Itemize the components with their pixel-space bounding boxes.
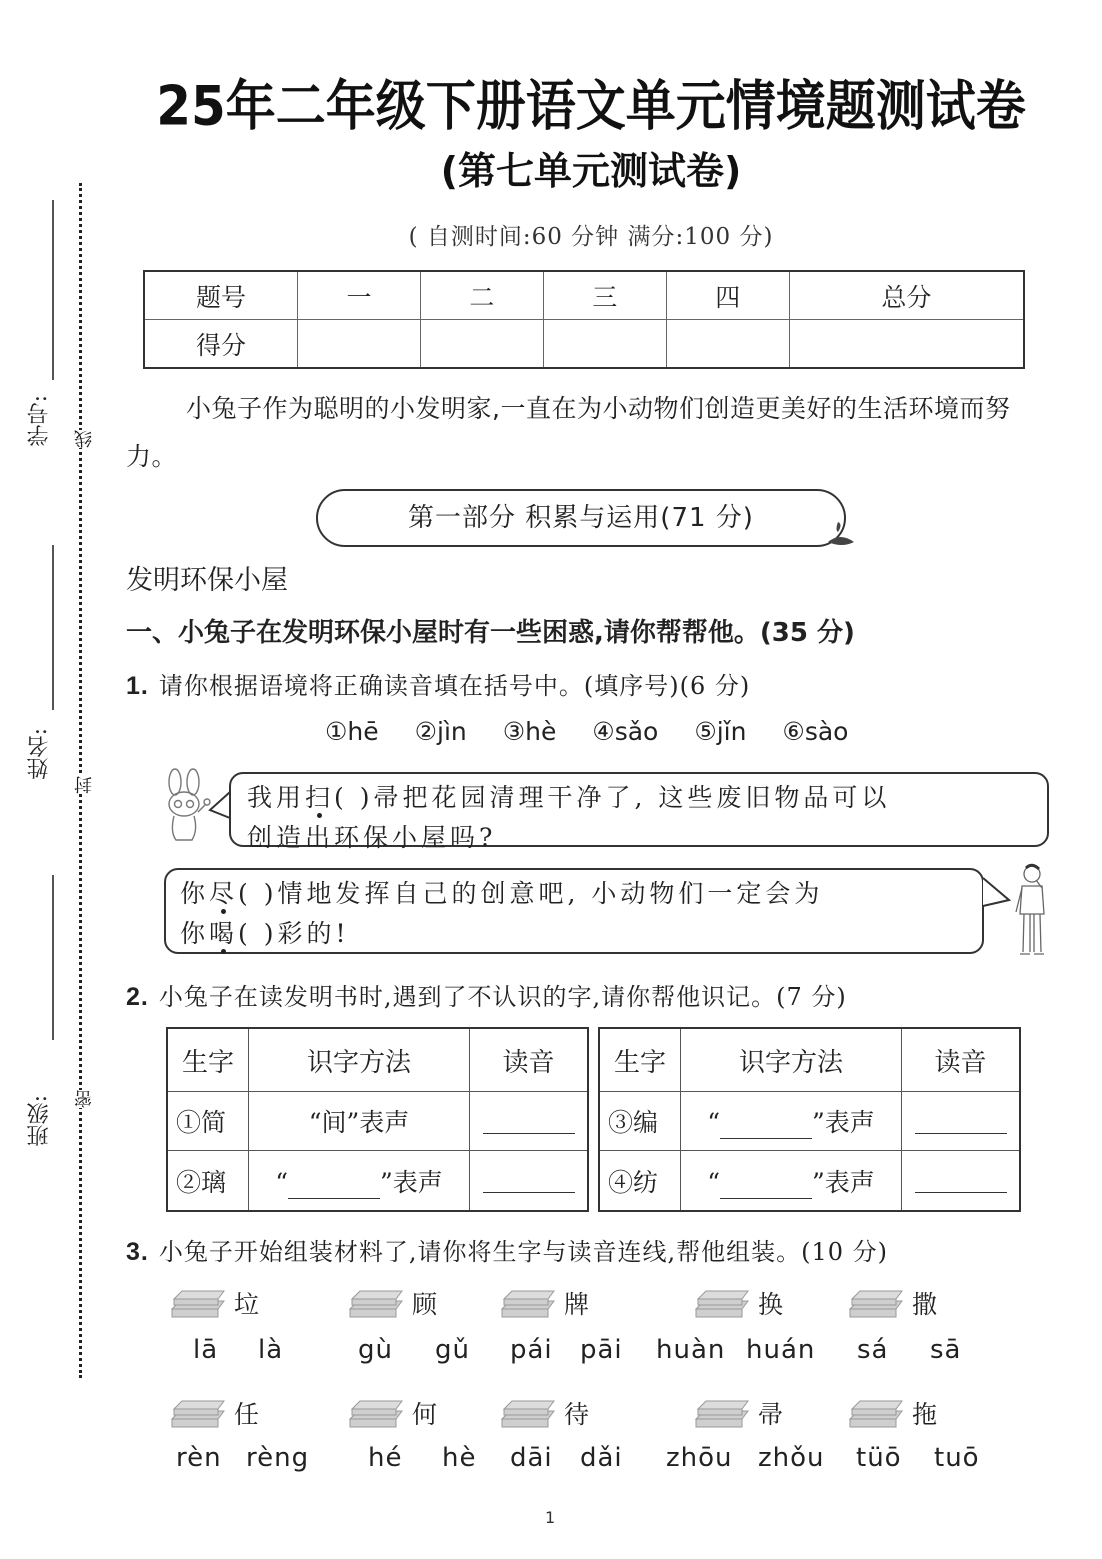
part1-banner <box>316 489 846 547</box>
pinyin-options <box>325 717 876 746</box>
material-stack-icon <box>692 1287 752 1319</box>
material-stack-icon <box>168 1397 228 1429</box>
score-table-header-row <box>144 271 1024 320</box>
material-stack-icon <box>846 1287 906 1319</box>
method-cell <box>681 1092 902 1151</box>
answer-blank[interactable] <box>483 1103 575 1134</box>
pinyin-row-1 <box>0 1335 1102 1371</box>
pinyin-choice[interactable]: tüō <box>856 1443 902 1473</box>
score-table-score-row <box>144 320 1024 369</box>
rabbit-line-2: 创造出环保小屋吗? <box>247 823 497 852</box>
question-points: (10 分) <box>801 1238 889 1266</box>
material-stack-icon <box>846 1397 906 1429</box>
method-suffix: ”表声 <box>380 1167 443 1197</box>
pinyin-choice[interactable]: rèn <box>176 1443 222 1473</box>
name-label: 姓名: <box>27 728 52 780</box>
pinyin-choice[interactable]: zhōu <box>666 1443 733 1473</box>
pinyin-answer-cell[interactable] <box>470 1092 589 1151</box>
quote-open: “ <box>707 1167 720 1197</box>
student-id-label: 学号: <box>27 395 52 447</box>
method-cell <box>681 1151 902 1211</box>
question-points: (6 分) <box>679 672 751 700</box>
material-char: 撒 <box>912 1290 938 1319</box>
question-text: 请你根据语境将正确读音填在括号中。(填序号) <box>158 672 680 700</box>
table-row <box>167 1092 588 1151</box>
score-table <box>143 270 1025 369</box>
col-header: 识字方法 <box>681 1028 902 1092</box>
cut-mark-xian: 线 <box>72 430 98 448</box>
name-line <box>52 545 54 710</box>
boy-text-blank[interactable]: ( )彩的! <box>238 919 350 948</box>
pinyin-answer-cell[interactable] <box>902 1092 1021 1151</box>
question-number: 1. <box>126 672 149 700</box>
pinyin-choice[interactable]: gù <box>358 1335 393 1365</box>
method-cell: “间”表声 <box>249 1092 470 1151</box>
class-line <box>52 875 54 1040</box>
page-number: 1 <box>545 1508 556 1527</box>
score-header-cell: 三 <box>543 271 666 320</box>
material-char: 牌 <box>564 1290 590 1319</box>
character-table-left <box>166 1027 589 1212</box>
question-1 <box>126 666 750 701</box>
boy-text-blank[interactable]: ( )情地发挥自己的创意吧, 小动物们一定会为 <box>238 879 824 908</box>
question-number: 3. <box>126 1238 149 1266</box>
pinyin-choice[interactable]: hè <box>442 1443 477 1473</box>
material-stack-icon <box>346 1287 406 1319</box>
pinyin-choice[interactable]: gǔ <box>435 1335 470 1365</box>
pinyin-option: ②jìn <box>414 717 467 746</box>
page-title: 25年二年级下册语文单元情境题测试卷 <box>156 75 1026 138</box>
intro-text: 小兔子作为聪明的小发明家,一直在为小动物们创造更美好的生活环境而努力。 <box>126 394 1011 471</box>
table-header-row <box>167 1028 588 1092</box>
material-char: 何 <box>412 1400 438 1429</box>
table-row <box>599 1092 1020 1151</box>
material-row-2 <box>168 1393 1048 1433</box>
time-info: ( 自测时间:60 分钟 满分:100 分) <box>408 224 774 250</box>
material-stack-icon <box>168 1287 228 1319</box>
score-header-cell: 二 <box>420 271 543 320</box>
char-cell: ②璃 <box>167 1151 249 1211</box>
material-char: 垃 <box>234 1290 260 1319</box>
table-header-row <box>599 1028 1020 1092</box>
boy-text: 你 <box>180 879 210 908</box>
question-number: 2. <box>126 983 149 1011</box>
material-stack-icon <box>346 1397 406 1429</box>
rabbit-illustration-icon <box>158 768 214 844</box>
pinyin-choice[interactable]: tuō <box>934 1443 980 1473</box>
score-input-cell[interactable] <box>789 320 1024 369</box>
question-2 <box>126 977 847 1012</box>
character-table-right <box>598 1027 1021 1212</box>
answer-blank[interactable] <box>915 1103 1007 1134</box>
pinyin-option: ④sǎo <box>592 717 659 746</box>
pinyin-choice[interactable]: huàn <box>656 1335 726 1365</box>
answer-blank[interactable] <box>720 1112 812 1139</box>
pinyin-choice[interactable]: zhǒu <box>758 1443 825 1473</box>
score-input-cell[interactable] <box>543 320 666 369</box>
pinyin-choice[interactable]: sā <box>930 1335 962 1365</box>
material-char: 拖 <box>912 1400 938 1429</box>
quote-open: “ <box>707 1108 720 1138</box>
col-header: 读音 <box>902 1028 1021 1092</box>
table-row <box>599 1151 1020 1211</box>
pinyin-choice[interactable]: pái <box>510 1335 553 1365</box>
answer-blank[interactable] <box>483 1162 575 1193</box>
score-input-cell[interactable] <box>298 320 421 369</box>
answer-blank[interactable] <box>720 1172 812 1199</box>
pinyin-choice[interactable]: sá <box>857 1335 889 1365</box>
page-subtitle: (第七单元测试卷) <box>440 149 742 193</box>
pinyin-row-2 <box>0 1443 1102 1479</box>
dotted-char: 扫 <box>305 783 335 812</box>
pinyin-option: ①hē <box>325 717 379 746</box>
pinyin-choice[interactable]: là <box>258 1335 284 1365</box>
cut-mark-feng: 封 <box>72 776 98 794</box>
char-cell: ①简 <box>167 1092 249 1151</box>
col-header: 读音 <box>470 1028 589 1092</box>
method-cell <box>249 1151 470 1211</box>
rabbit-text: 我用 <box>247 783 306 812</box>
intro-paragraph <box>126 385 1046 481</box>
answer-blank[interactable] <box>915 1162 1007 1193</box>
pinyin-option: ⑤jǐn <box>694 717 747 746</box>
col-header: 生字 <box>167 1028 249 1092</box>
pinyin-choice[interactable]: hé <box>368 1443 403 1473</box>
pinyin-option: ③hè <box>502 717 557 746</box>
score-input-cell[interactable] <box>666 320 789 369</box>
material-char: 换 <box>758 1290 784 1319</box>
material-char: 待 <box>564 1400 590 1429</box>
section-heading: 发明环保小屋 <box>126 565 288 596</box>
material-char: 任 <box>234 1400 260 1429</box>
pinyin-choice[interactable]: dāi <box>510 1443 553 1473</box>
class-label: 班级: <box>27 1095 52 1147</box>
col-header: 识字方法 <box>249 1028 470 1092</box>
boy-text: 你 <box>180 919 210 948</box>
pinyin-answer-cell[interactable] <box>470 1151 589 1211</box>
rabbit-text-blank[interactable]: ( )帚把花园清理干净了, 这些废旧物品可以 <box>334 783 891 812</box>
pinyin-choice[interactable]: huán <box>746 1335 816 1365</box>
col-header: 生字 <box>599 1028 681 1092</box>
question-text: 小兔子开始组装材料了,请你将生字与读音连线,帮他组装。 <box>158 1238 802 1266</box>
cut-mark-mi: 密 <box>72 1090 98 1108</box>
question-3 <box>126 1232 888 1267</box>
table-row <box>167 1151 588 1211</box>
boy-line-2 <box>180 914 982 954</box>
score-header-cell: 题号 <box>144 271 298 320</box>
material-stack-icon <box>498 1287 558 1319</box>
score-input-cell[interactable] <box>420 320 543 369</box>
material-char: 顾 <box>412 1290 438 1319</box>
char-cell: ③编 <box>599 1092 681 1151</box>
material-stack-icon <box>498 1397 558 1429</box>
quote-open: “ <box>275 1167 288 1197</box>
boy-speech-bubble <box>164 868 984 954</box>
score-header-cell: 总分 <box>789 271 1024 320</box>
method-suffix: ”表声 <box>812 1167 875 1197</box>
rabbit-speech-bubble <box>229 772 1049 852</box>
score-header-cell: 四 <box>666 271 789 320</box>
boy-illustration-icon <box>1012 862 1052 958</box>
method-suffix: ”表声 <box>812 1108 875 1138</box>
pinyin-answer-cell[interactable] <box>902 1151 1021 1211</box>
material-row-1 <box>168 1283 1048 1323</box>
char-cell: ④纺 <box>599 1151 681 1211</box>
pinyin-option: ⑥sào <box>782 717 849 746</box>
dotted-char: 尽 <box>209 879 239 908</box>
score-header-cell: 一 <box>298 271 421 320</box>
leaf-icon <box>826 520 856 554</box>
main-question-1: 一、小兔子在发明环保小屋时有一些困惑,请你帮帮他。(35 分) <box>126 618 855 648</box>
question-text: 小兔子在读发明书时,遇到了不认识的字,请你帮他识记。 <box>158 983 777 1011</box>
rabbit-line-1 <box>247 778 1047 818</box>
pinyin-choice[interactable]: rèng <box>246 1443 310 1473</box>
boy-line-1 <box>180 874 982 914</box>
pinyin-choice[interactable]: pāi <box>580 1335 623 1365</box>
score-row-label: 得分 <box>144 320 298 369</box>
part1-title: 第一部分 积累与运用(71 分) <box>408 503 754 533</box>
material-char: 帚 <box>758 1400 784 1429</box>
dotted-char: 喝 <box>209 919 239 948</box>
material-stack-icon <box>692 1397 752 1429</box>
pinyin-choice[interactable]: dǎi <box>580 1443 623 1473</box>
question-points: (7 分) <box>776 983 847 1011</box>
bubble-tail-right <box>981 876 1011 910</box>
answer-blank[interactable] <box>288 1172 380 1199</box>
pinyin-choice[interactable]: lā <box>193 1335 219 1365</box>
